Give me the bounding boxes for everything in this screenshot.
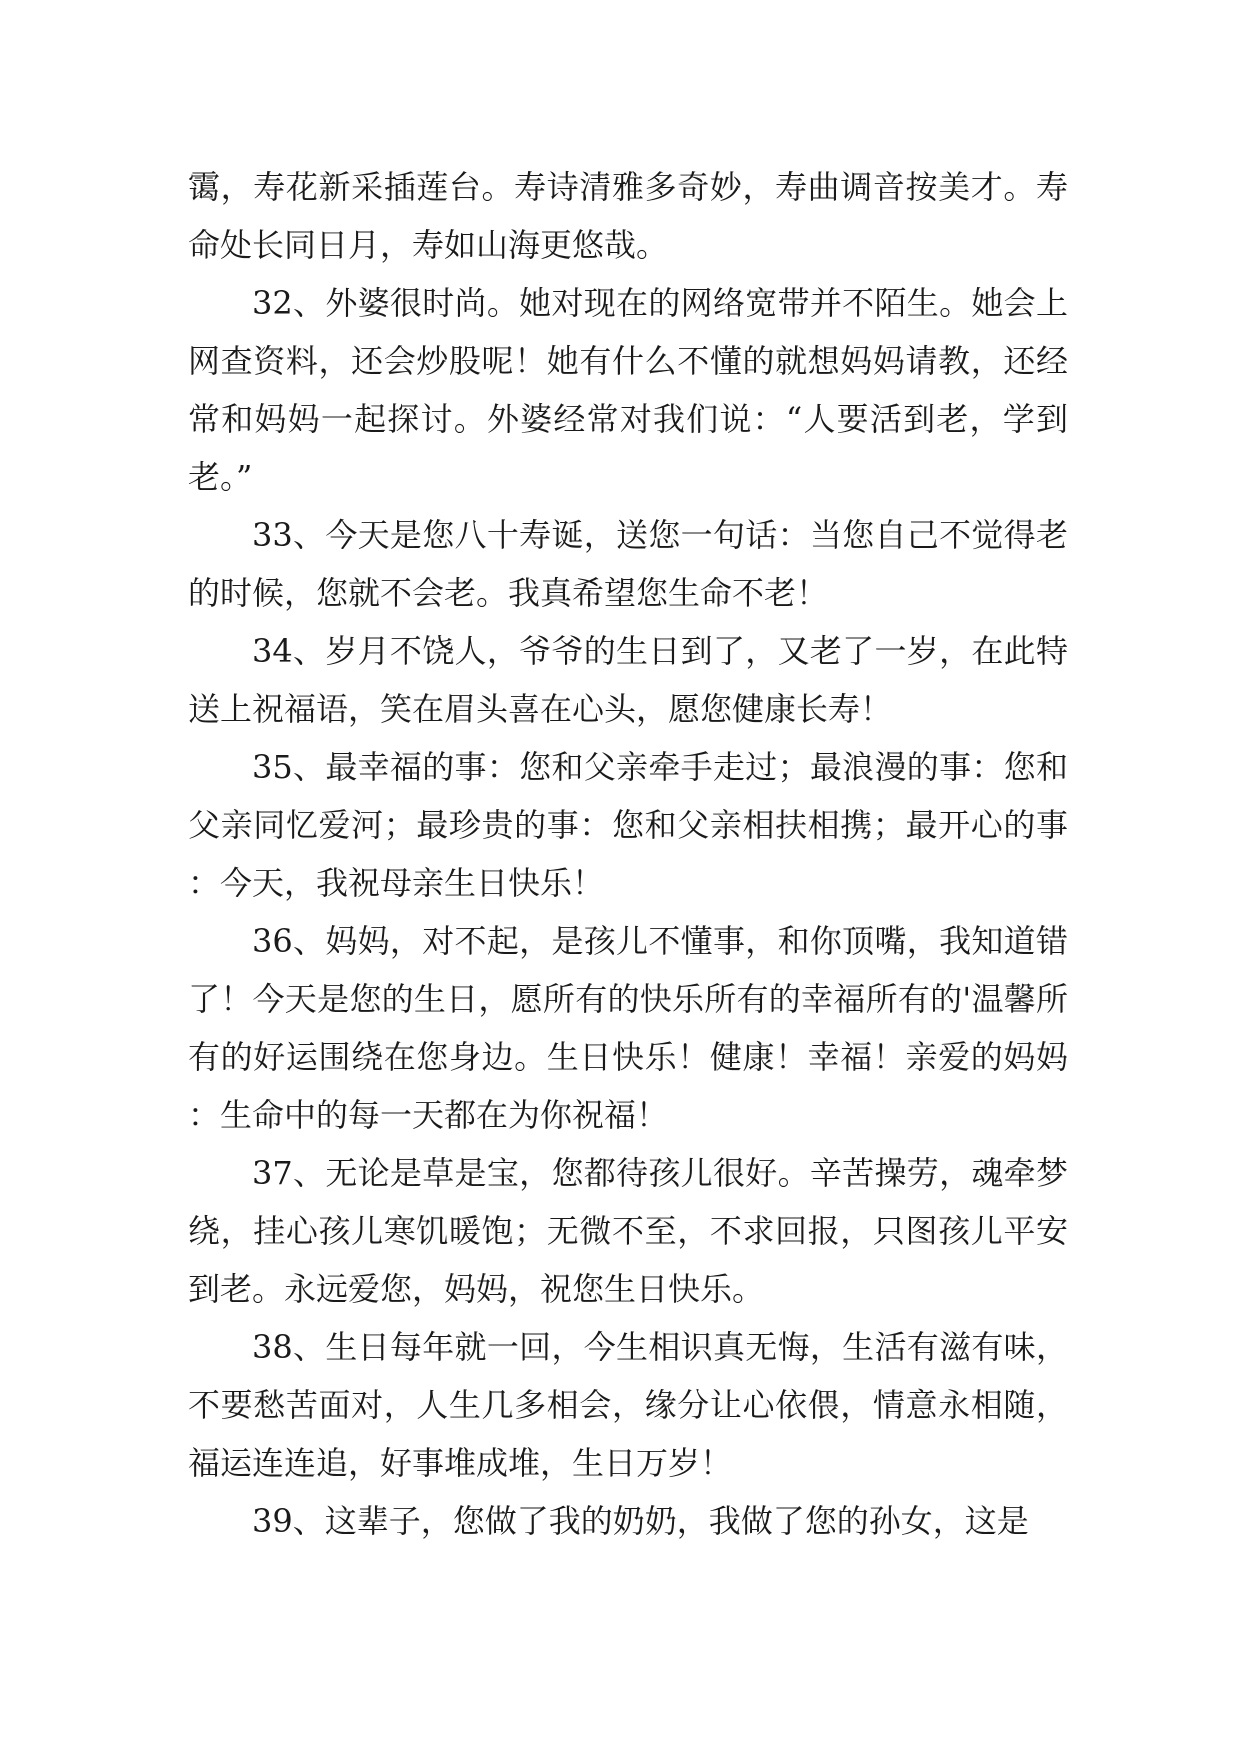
paragraph: 36、妈妈，对不起，是孩儿不懂事，和你顶嘴，我知道错了！今天是您的生日，愿所有的快乐所有的幸福所有的'温馨所有的好运围绕在您身边。生日快乐！健康！幸福！亲爱的妈妈：生命中的每一天都在为你祝福！ (188, 922, 1068, 1134)
paragraph: 38、生日每年就一回，今生相识真无悔，生活有滋有味，不要愁苦面对，人生几多相会，缘分让心依偎，情意永相随，福运连连追，好事堆成堆，生日万岁！ (188, 1328, 1068, 1482)
paragraph: 32、外婆很时尚。她对现在的网络宽带并不陌生。她会上网查资料，还会炒股呢！她有什么不懂的就想妈妈请教，还经常和妈妈一起探讨。外婆经常对我们说：“人要活到老，学到老。” (188, 284, 1068, 496)
paragraph: 35、最幸福的事：您和父亲牵手走过；最浪漫的事：您和父亲同忆爱河；最珍贵的事：您和父亲相扶相携；最开心的事：今天，我祝母亲生日快乐！ (188, 748, 1068, 902)
document-body (188, 158, 1068, 1550)
paragraph: 33、今天是您八十寿诞，送您一句话：当您自己不觉得老的时候，您就不会老。我真希望您生命不老！ (188, 516, 1068, 612)
paragraph: 39、这辈子，您做了我的奶奶，我做了您的孙女，这是 (252, 1502, 1029, 1540)
paragraph: 37、无论是草是宝，您都待孩儿很好。辛苦操劳，魂牵梦绕，挂心孩儿寒饥暖饱；无微不至，不求回报，只图孩儿平安到老。永远爱您，妈妈，祝您生日快乐。 (188, 1154, 1068, 1308)
paragraph: 34、岁月不饶人，爷爷的生日到了，又老了一岁，在此特送上祝福语，笑在眉头喜在心头，愿您健康长寿！ (188, 632, 1068, 728)
paragraph: 霭，寿花新采插莲台。寿诗清雅多奇妙，寿曲调音按美才。寿命处长同日月，寿如山海更悠哉。 (188, 168, 1068, 264)
